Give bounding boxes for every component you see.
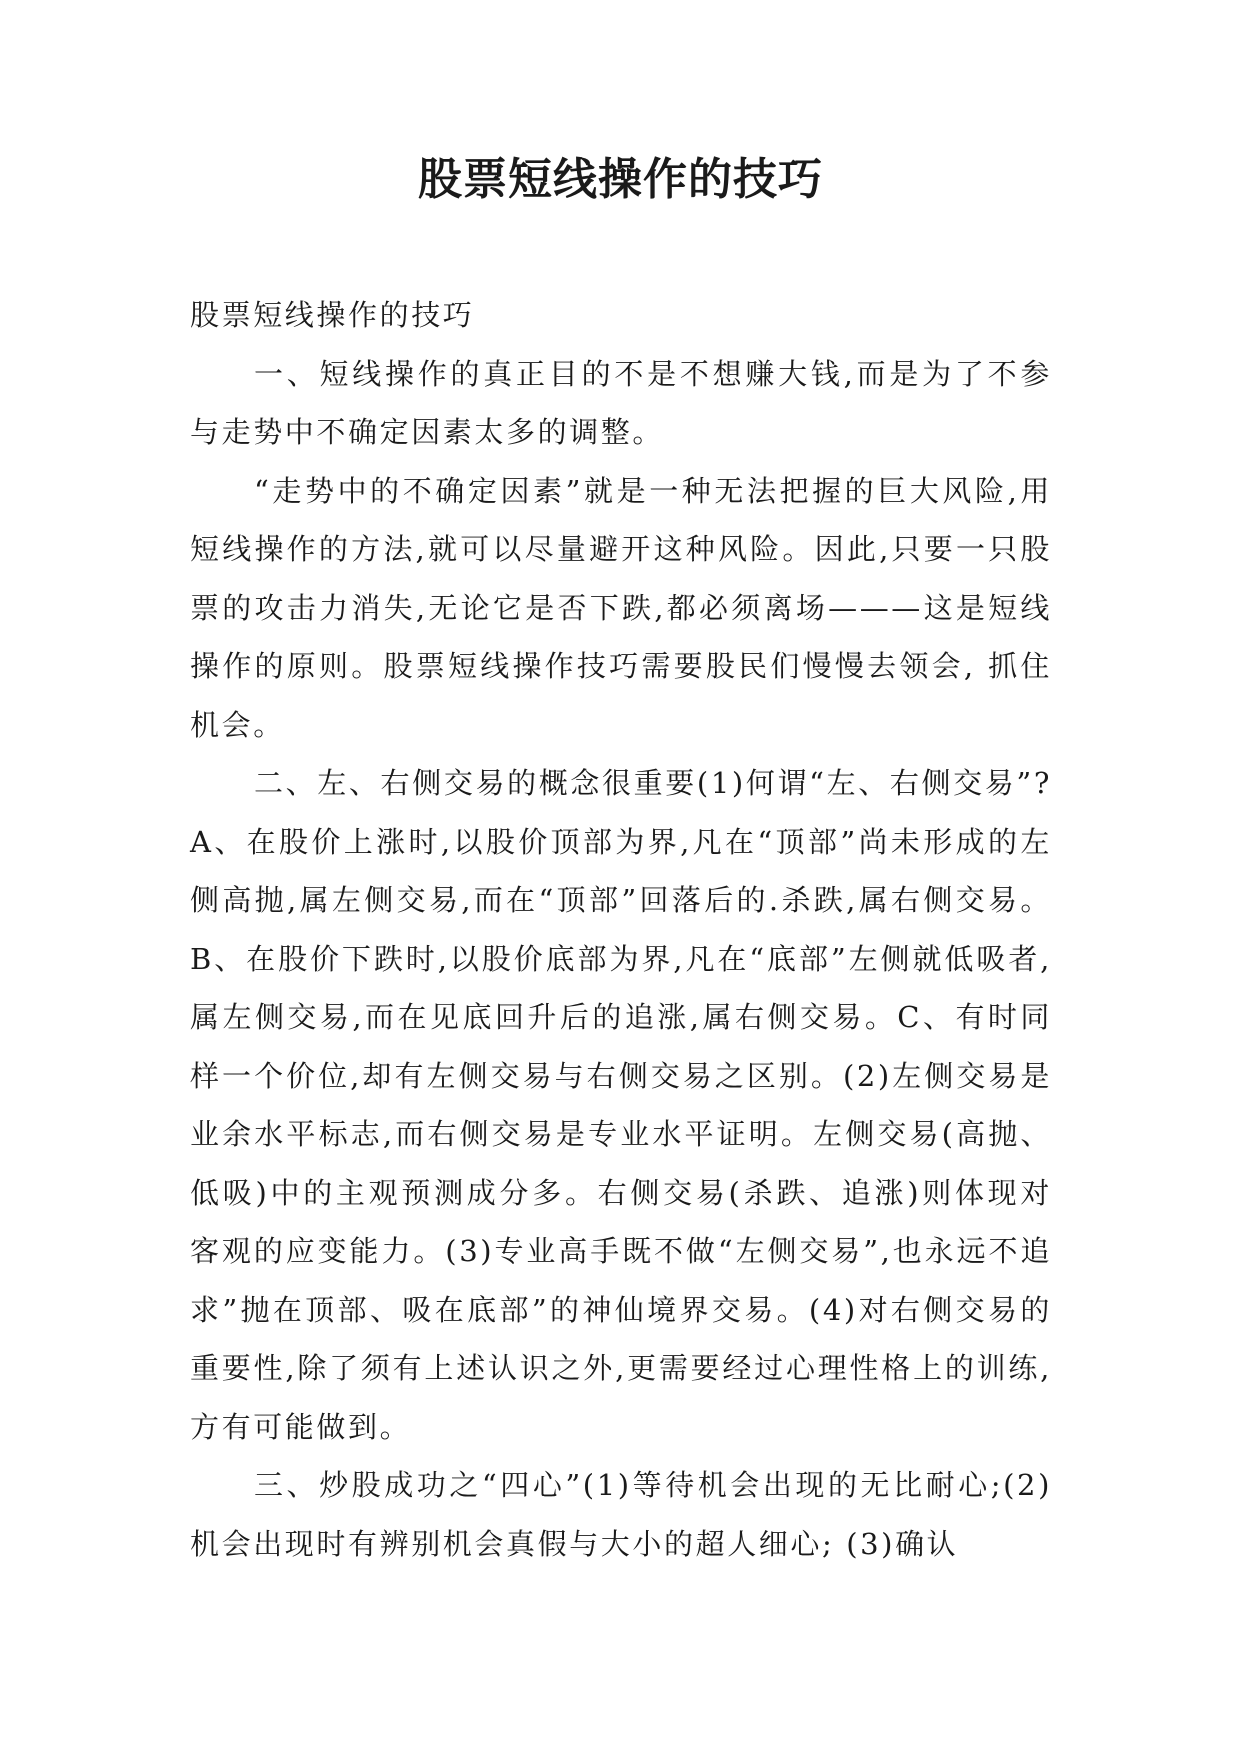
paragraph-1: 一、短线操作的真正目的不是不想赚大钱,而是为了不参与走势中不确定因素太多的调整。	[190, 356, 1052, 449]
document-title: 股票短线操作的技巧	[418, 154, 823, 205]
paragraph-heading: 股票短线操作的技巧	[190, 298, 475, 332]
document-body	[190, 286, 1052, 1573]
paragraph-3: 二、左、右侧交易的概念很重要(1)何谓“左、右侧交易”?A、在股价上涨时,以股价顶部为界,凡在“顶部”尚未形成的左侧高抛,属左侧交易,而在“顶部”回落后的.杀跌,属右侧交易。B、在股价下跌时,以股价底部为界,凡在“底部”左侧就低吸者,属左侧交易,而在见底回升后的追涨,属右侧交易。C、有时同样一个价位,却有左侧交易与右侧交易之区别。(2)左侧交易是业余水平标志,而右侧交易是专业水平证明。左侧交易(高抛、低吸)中的主观预测成分多。右侧交易(杀跌、追涨)则体现对客观的应变能力。(3)专业高手既不做“左侧交易”,也永远不追求”抛在顶部、吸在底部”的神仙境界交易。(4)对右侧交易的重要性,除了须有上述认识之外,更需要经过心理性格上的训练,方有可能做到。	[190, 766, 1052, 1444]
paragraph-4: 三、炒股成功之“四心”(1)等待机会出现的无比耐心;(2)机会出现时有辨别机会真假与大小的超人细心; (3)确认	[190, 1468, 1052, 1561]
paragraph-2: “走势中的不确定因素”就是一种无法把握的巨大风险,用短线操作的方法,就可以尽量避开这种风险。因此,只要一只股票的攻击力消失,无论它是否下跌,都必须离场———这是短线操作的原则。股票短线操作技巧需要股民们慢慢去领会, 抓住机会。	[190, 473, 1052, 742]
